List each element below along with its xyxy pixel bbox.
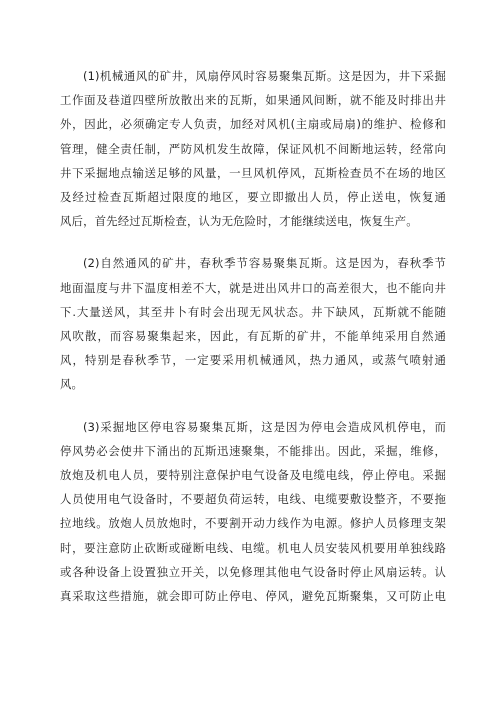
text-line: 拉地线。放炮人员放炮时，不要割开动力线作为电源。修护人员修理支架 (60, 516, 446, 531)
text-line: 工作面及巷道四壁所放散出来的瓦斯，如果通风间断，就不能及时排出井 (60, 93, 446, 108)
text-line: 风后，首先经过瓦斯检查，认为无危险时，才能继续送电，恢复生产。 (60, 214, 418, 229)
text-line: 及经过检查瓦斯超过限度的地区，要立即撤出人员，停止送电，恢复通 (60, 190, 446, 205)
paragraph-power-outage (60, 415, 446, 609)
paragraph-natural-ventilation (60, 251, 446, 396)
text-line: 放炮及机电人员，要特别注意保护电气设备及电缆电线，停止停电。采掘 (60, 468, 446, 483)
text-line: 外，因此，必须确定专人负责，加经对风机(主扇或局扇)的维护、检修和 (60, 117, 446, 132)
text-line: 风。 (60, 377, 84, 392)
text-line: (2)自然通风的矿井，春秋季节容易聚集瓦斯。这是因为，春秋季节 (83, 256, 446, 271)
text-line: 时，要注意防止砍断或碰断电线、电缆。机电人员安装风机要用单独线路 (60, 540, 446, 555)
text-line: 下.大量送风，其至井卜有时会出现无风状态。井下缺风，瓦斯就不能随 (60, 304, 446, 319)
text-line: 或各种设备上设置独立开关，以免修理其他电气设备时停止风扇运转。认 (60, 564, 446, 579)
text-line: (3)采掘地区停电容易聚集瓦斯，这是因为停电会造成风机停电，而 (83, 419, 446, 434)
text-line: (1)机械通风的矿井，风扇停风时容易聚集瓦斯。这是因为，井下采掘 (83, 69, 446, 83)
text-line: 风，特别是春秋季节，一定要采用机械通风，热力通风，或蒸气喷射通 (60, 353, 446, 368)
text-line: 停风势必会使井下涌出的瓦斯迅速聚集，不能排出。因此，采掘，维修， (60, 443, 446, 458)
text-line: 井下采掘地点输送足够的风量，一旦风机停风，瓦斯检查员不在场的地区 (60, 165, 446, 180)
paragraph-mechanical-ventilation (60, 64, 446, 233)
text-line: 管理，健全责任制，严防风机发生故障，保证风机不间断地运转，经常向 (60, 141, 446, 156)
text-line: 人员使用电气设备时，不要超负荷运转，电线、电缆要敷设整齐，不要拖 (60, 492, 446, 507)
document-page (60, 64, 446, 608)
text-line: 地面温度与井下温度相差不大，就是进出风井口的高差很大，也不能向井 (60, 280, 446, 295)
text-line: 真采取这些措施，就会即可防止停电、停风，避免瓦斯聚集，又可防止电 (60, 589, 446, 604)
text-line: 风吹散，而容易聚集起来，因此，有瓦斯的矿井，不能单纯采用自然通 (60, 329, 446, 344)
